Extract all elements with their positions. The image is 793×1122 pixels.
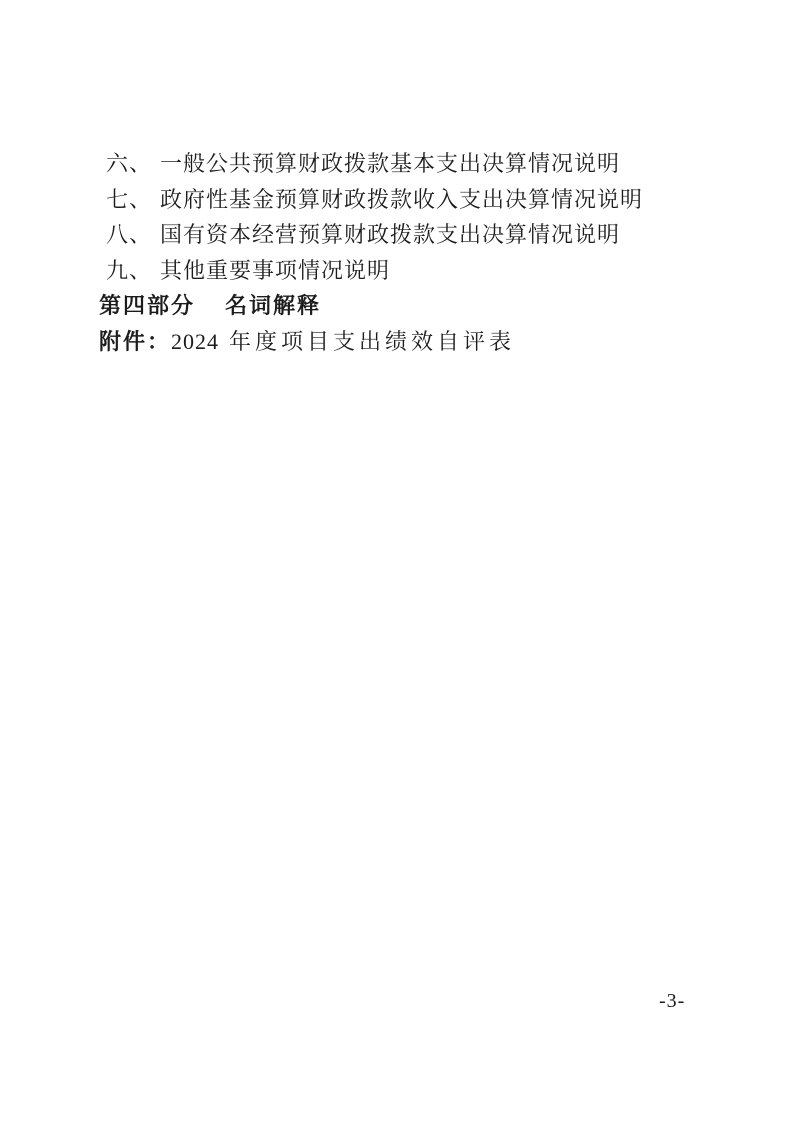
toc-item-7-text: 政府性基金预算财政拨款收入支出决算情况说明 xyxy=(160,186,644,212)
toc-item-6 xyxy=(99,146,643,182)
toc-item-8-marker: 八、 xyxy=(106,222,153,248)
toc-content-block xyxy=(99,146,643,360)
toc-item-8-text: 国有资本经营预算财政拨款支出决算情况说明 xyxy=(160,222,621,248)
toc-item-6-marker: 六、 xyxy=(106,151,153,176)
toc-item-7-marker: 七、 xyxy=(106,186,153,212)
toc-item-9-marker: 九、 xyxy=(106,257,153,283)
section-heading-part-label: 第四部分 xyxy=(99,293,196,319)
section-heading xyxy=(99,288,643,324)
page-number: -3- xyxy=(659,990,686,1012)
attachment-year-number: 2024 xyxy=(171,328,220,354)
toc-item-9 xyxy=(99,253,643,289)
toc-item-9-text: 其他重要事项情况说明 xyxy=(160,257,391,283)
toc-item-8 xyxy=(99,217,643,253)
toc-item-6-text: 一般公共预算财政拨款基本支出决算情况说明 xyxy=(160,151,621,176)
attachment-line xyxy=(99,324,643,360)
attachment-title-text: 年度项目支出绩效自评表 xyxy=(229,328,516,354)
toc-item-7 xyxy=(99,182,643,218)
attachment-label: 附件： xyxy=(99,328,172,354)
section-heading-title: 名词解释 xyxy=(225,293,322,319)
